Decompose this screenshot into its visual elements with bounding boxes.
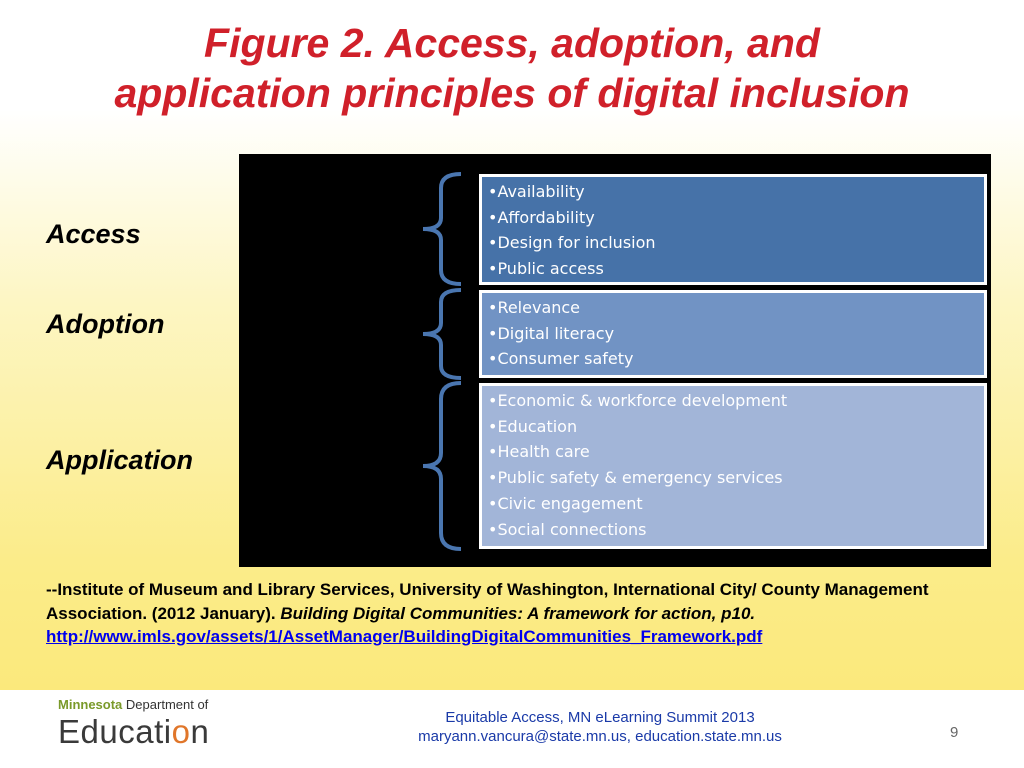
- access-box: [479, 174, 987, 285]
- page-number: 9: [950, 724, 959, 741]
- adoption-box: [479, 290, 987, 378]
- list-item: •Consumer safety: [488, 349, 634, 369]
- application-brace-icon: [419, 381, 469, 551]
- title-line-1: Figure 2. Access, adoption, and: [204, 20, 820, 66]
- mde-logo: [58, 697, 209, 752]
- adoption-brace-icon: [419, 288, 469, 380]
- list-item: •Availability: [488, 182, 585, 201]
- event-info: [380, 708, 820, 746]
- label-application: Application: [46, 445, 193, 475]
- event-title: Equitable Access, MN eLearning Summit 2013: [445, 709, 755, 726]
- list-item: •Civic engagement: [488, 493, 643, 513]
- logo-o-icon: o: [171, 713, 191, 750]
- list-item: •Design for inclusion: [488, 233, 656, 253]
- event-contact: maryann.vancura@state.mn.us, education.state.mn.us: [418, 728, 782, 745]
- citation-text: --Institute of Museum and Library Services, University of Washington, International City/ County Management Association. (2012 January).: [46, 580, 929, 623]
- list-item: •Public safety & emergency services: [488, 468, 783, 488]
- list-item: •Education: [488, 416, 578, 436]
- list-item: •Health care: [488, 442, 590, 462]
- logo-education: Education: [58, 713, 210, 750]
- list-item: •Public access: [488, 259, 604, 279]
- logo-minnesota: Minnesota: [58, 697, 123, 712]
- title-line-2: application principles of digital inclusion: [114, 70, 910, 116]
- digital-inclusion-diagram: [239, 154, 991, 567]
- label-access: Access: [46, 219, 141, 249]
- list-item: •Economic & workforce development: [488, 391, 788, 410]
- application-box: [479, 383, 987, 549]
- citation: [46, 578, 986, 649]
- label-adoption: Adoption: [46, 309, 165, 339]
- footer: [0, 690, 1024, 768]
- list-item: •Affordability: [488, 207, 595, 227]
- list-item: •Relevance: [488, 298, 581, 317]
- list-item: •Digital literacy: [488, 323, 615, 343]
- slide-title: [0, 18, 1024, 118]
- citation-link[interactable]: http://www.imls.gov/assets/1/AssetManager/BuildingDigitalCommunities_Framework.pdf: [46, 627, 763, 646]
- access-brace-icon: [419, 172, 469, 286]
- logo-department: Department of: [125, 697, 209, 712]
- citation-title: Building Digital Communities: A framework for action, p10.: [280, 603, 756, 623]
- list-item: •Social connections: [488, 519, 647, 539]
